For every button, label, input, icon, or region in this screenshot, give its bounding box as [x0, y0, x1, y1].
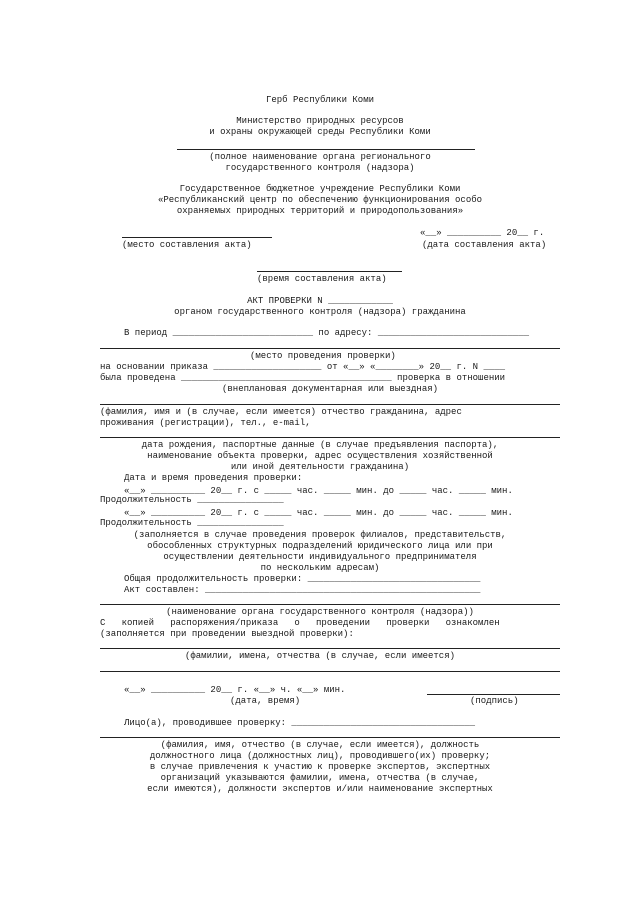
- total-duration: Общая продолжительность проверки: ________________________________: [124, 574, 481, 584]
- citizen-caption-2: проживания (регистрации), тел., e-mail,: [100, 418, 311, 428]
- acquainted-line-2: (заполняется при проведении выездной проверки):: [100, 629, 354, 639]
- acquainted-line-1: С копией распоряжения/приказа о проведении проверки ознакомлен: [100, 618, 500, 628]
- citizen-caption-5: или иной деятельности гражданина): [230, 462, 410, 472]
- signature-blank: [427, 694, 560, 695]
- act-subtitle: органом государственного контроля (надзора) гражданина: [174, 307, 466, 317]
- branches-note-3: осуществлении деятельности индивидуального предпринимателя: [163, 552, 477, 562]
- datetime-label: Дата и время проведения проверки:: [124, 473, 303, 483]
- inspector-label: Лицо(а), проводившее проверку: __________________________________: [124, 718, 476, 728]
- authority-name-blank: [177, 149, 475, 150]
- branches-note-4: по нескольким адресам): [260, 563, 380, 573]
- authority-caption-line2: государственного контроля (надзора): [225, 163, 415, 173]
- time-blank: [257, 271, 402, 272]
- inspection-place-blank: [100, 348, 560, 349]
- signature-caption: (подпись): [470, 696, 519, 706]
- citizen-blank-1: [100, 404, 560, 405]
- citizen-caption-4: наименование объекта проверки, адрес осуществления хозяйственной: [147, 451, 493, 461]
- coat-of-arms-caption: Герб Республики Коми: [265, 95, 375, 105]
- datetime-row-2: «__» __________ 20__ г. с _____ час. _____ мин. до _____ час. _____ мин.: [124, 508, 513, 518]
- act-drawn-by: Акт составлен: ___________________________________________________: [124, 585, 481, 595]
- act-title: АКТ ПРОВЕРКИ N ____________: [247, 296, 393, 306]
- inspector-caption-4: организаций указываются фамилии, имена, отчества (в случае,: [160, 773, 480, 783]
- citizen-caption-1: (фамилия, имя и (в случае, если имеется) отчество гражданина, адрес: [100, 407, 462, 417]
- citizen-caption-3: дата рождения, паспортные данные (в случае предъявления паспорта),: [141, 440, 499, 450]
- order-line: на основании приказа ____________________ от «__» «________» 20__ г. N ____: [100, 362, 506, 372]
- datetime-row-1: «__» __________ 20__ г. с _____ час. _____ мин. до _____ час. _____ мин.: [124, 486, 513, 496]
- conducted-caption: (внеплановая документарная или выездная): [222, 384, 439, 394]
- ministry-name-line2: и охраны окружающей среды Республики Коми: [209, 127, 431, 137]
- authority-blank: [100, 604, 560, 605]
- time-caption: (время составления акта): [257, 274, 387, 284]
- branches-note-1: (заполняется в случае проведения проверок филиалов, представительств,: [133, 530, 507, 540]
- inspector-caption-5: если имеются), должности экспертов и/или наименование экспертных: [147, 784, 493, 794]
- sign-datetime-caption: (дата, время): [230, 696, 301, 706]
- authority-caption: (наименование органа государственного контроля (надзора)): [166, 607, 474, 617]
- period-line: В период __________________________ по адресу: ____________________________: [124, 328, 530, 338]
- names-blank-1: [100, 648, 560, 649]
- authority-caption-line1: (полное наименование органа регионального: [209, 152, 431, 162]
- inspector-caption-2: должностного лица (должностных лиц), проводившего(их) проверку;: [149, 751, 491, 761]
- names-caption: (фамилии, имена, отчества (в случае, если имеется): [184, 651, 456, 661]
- sign-datetime: «__» __________ 20__ г. «__» ч. «__» мин.: [124, 685, 346, 695]
- place-blank: [122, 237, 272, 238]
- ministry-name-line1: Министерство природных ресурсов: [236, 116, 404, 126]
- branches-note-2: обособленных структурных подразделений юридического лица или при: [147, 541, 493, 551]
- inspector-blank: [100, 737, 560, 738]
- conducted-line: была проведена _______________________________________ проверка в отношении: [100, 373, 506, 383]
- institution-line1: Государственное бюджетное учреждение Республики Коми: [179, 184, 461, 194]
- inspection-place-caption: (место проведения проверки): [250, 351, 396, 361]
- institution-line3: охраняемых природных территорий и природопользования»: [176, 206, 464, 216]
- inspector-caption-3: в случае привлечения к участию к проверке экспертов, экспертных: [149, 762, 491, 772]
- citizen-blank-2: [100, 437, 560, 438]
- act-date-field: «__» __________ 20__ г.: [420, 228, 545, 238]
- names-blank-2: [100, 671, 560, 672]
- duration-label-1: Продолжительность ________________: [100, 495, 284, 505]
- date-caption: (дата составления акта): [422, 240, 547, 250]
- place-caption: (место составления акта): [122, 240, 252, 250]
- inspector-caption-1: (фамилия, имя, отчество (в случае, если имеется), должность: [160, 740, 480, 750]
- duration-label-2: Продолжительность ________________: [100, 518, 284, 528]
- institution-line2: «Республиканский центр по обеспечению функционирования особо: [157, 195, 483, 205]
